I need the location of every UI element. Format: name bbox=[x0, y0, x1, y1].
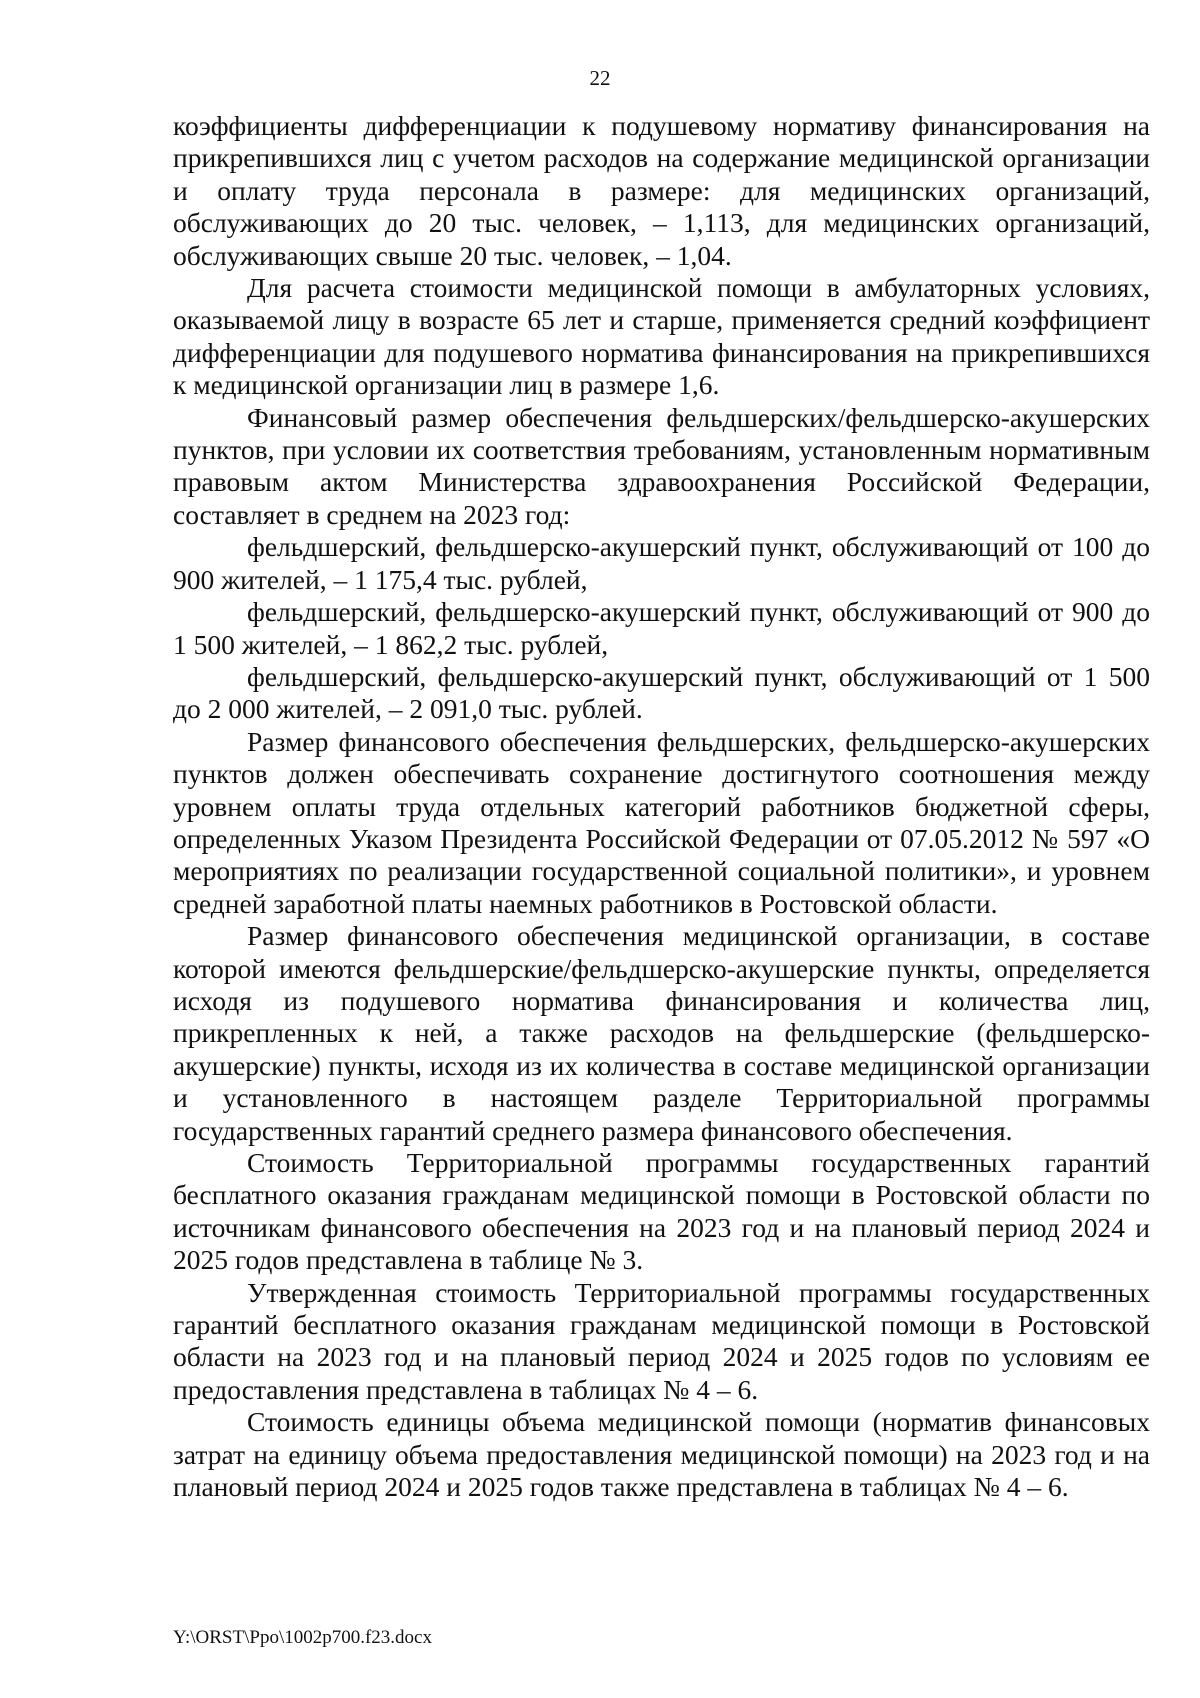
paragraph: Стоимость Территориальной программы государственных гарантий бесплатного оказания гражданам медицинской помощи в Ростовской области по источникам финансового обеспечения на 2023 год и на плановый период 2024 и 2025 годов представлена в таблице № 3. bbox=[173, 1147, 1150, 1276]
paragraph: Размер финансового обеспечения фельдшерских, фельдшерско-акушерских пунктов должен обеспечивать сохранение достигнутого соотношения между уровнем оплаты труда отдельных категорий работников бюджетной сферы, определенных Указом Президента Российской Федерации от 07.05.2012 № 597 «О мероприятиях по реализации государственной социальной политики», и уровнем средней заработной платы наемных работников в Ростовской области. bbox=[173, 725, 1150, 919]
footer-file-path: Y:\ORST\Ppo\1002p700.f23.docx bbox=[173, 1627, 432, 1648]
document-body bbox=[173, 110, 1150, 1503]
paragraph: Размер финансового обеспечения медицинской организации, в составе которой имеются фельдшерские/фельдшерско-акушерские пункты, определяется исходя из подушевого норматива финансирования и количества лиц, прикрепленных к ней, а также расходов на фельдшерские (фельдшерско-акушерские) пункты, исходя из их количества в составе медицинской организации и установленного в настоящем разделе Территориальной программы государственных гарантий среднего размера финансового обеспечения. bbox=[173, 920, 1150, 1146]
paragraph: Для расчета стоимости медицинской помощи в амбулаторных условиях, оказываемой лицу в возрасте 65 лет и старше, применяется средний коэффициент дифференциации для подушевого норматива финансирования на прикрепившихся к медицинской организации лиц в размере 1,6. bbox=[173, 272, 1150, 401]
paragraph: Финансовый размер обеспечения фельдшерских/фельдшерско-акушерских пунктов, при условии их соответствия требованиям, установленным нормативным правовым актом Министерства здравоохранения Российской Федерации, составляет в среднем на 2023 год: bbox=[173, 401, 1150, 530]
paragraph: Стоимость единицы объема медицинской помощи (норматив финансовых затрат на единицу объема предоставления медицинской помощи) на 2023 год и на плановый период 2024 и 2025 годов также представлена в таблицах № 4 – 6. bbox=[173, 1406, 1150, 1503]
paragraph: коэффициенты дифференциации к подушевому нормативу финансирования на прикрепившихся лиц с учетом расходов на содержание медицинской организации и оплату труда персонала в размере: для медицинских организаций, обслуживающих до 20 тыс. человек, – 1,113, для медицинских организаций, обслуживающих свыше 20 тыс. человек, – 1,04. bbox=[173, 110, 1150, 271]
list-item: фельдшерский, фельдшерско-акушерский пункт, обслуживающий от 900 до 1 500 жителей, – 1 862,2 тыс. рублей, bbox=[173, 596, 1150, 660]
page-number: 22 bbox=[589, 66, 611, 90]
list-item: фельдшерский, фельдшерско-акушерский пункт, обслуживающий от 1 500 до 2 000 жителей, – 2 091,0 тыс. рублей. bbox=[173, 660, 1150, 725]
paragraph: Утвержденная стоимость Территориальной программы государственных гарантий бесплатного оказания гражданам медицинской помощи в Ростовской области на 2023 год и на плановый период 2024 и 2025 годов по условиям ее предоставления представлена в таблицах № 4 – 6. bbox=[173, 1276, 1150, 1405]
list-item: фельдшерский, фельдшерско-акушерский пункт, обслуживающий от 100 до 900 жителей, – 1 175,4 тыс. рублей, bbox=[173, 531, 1150, 595]
